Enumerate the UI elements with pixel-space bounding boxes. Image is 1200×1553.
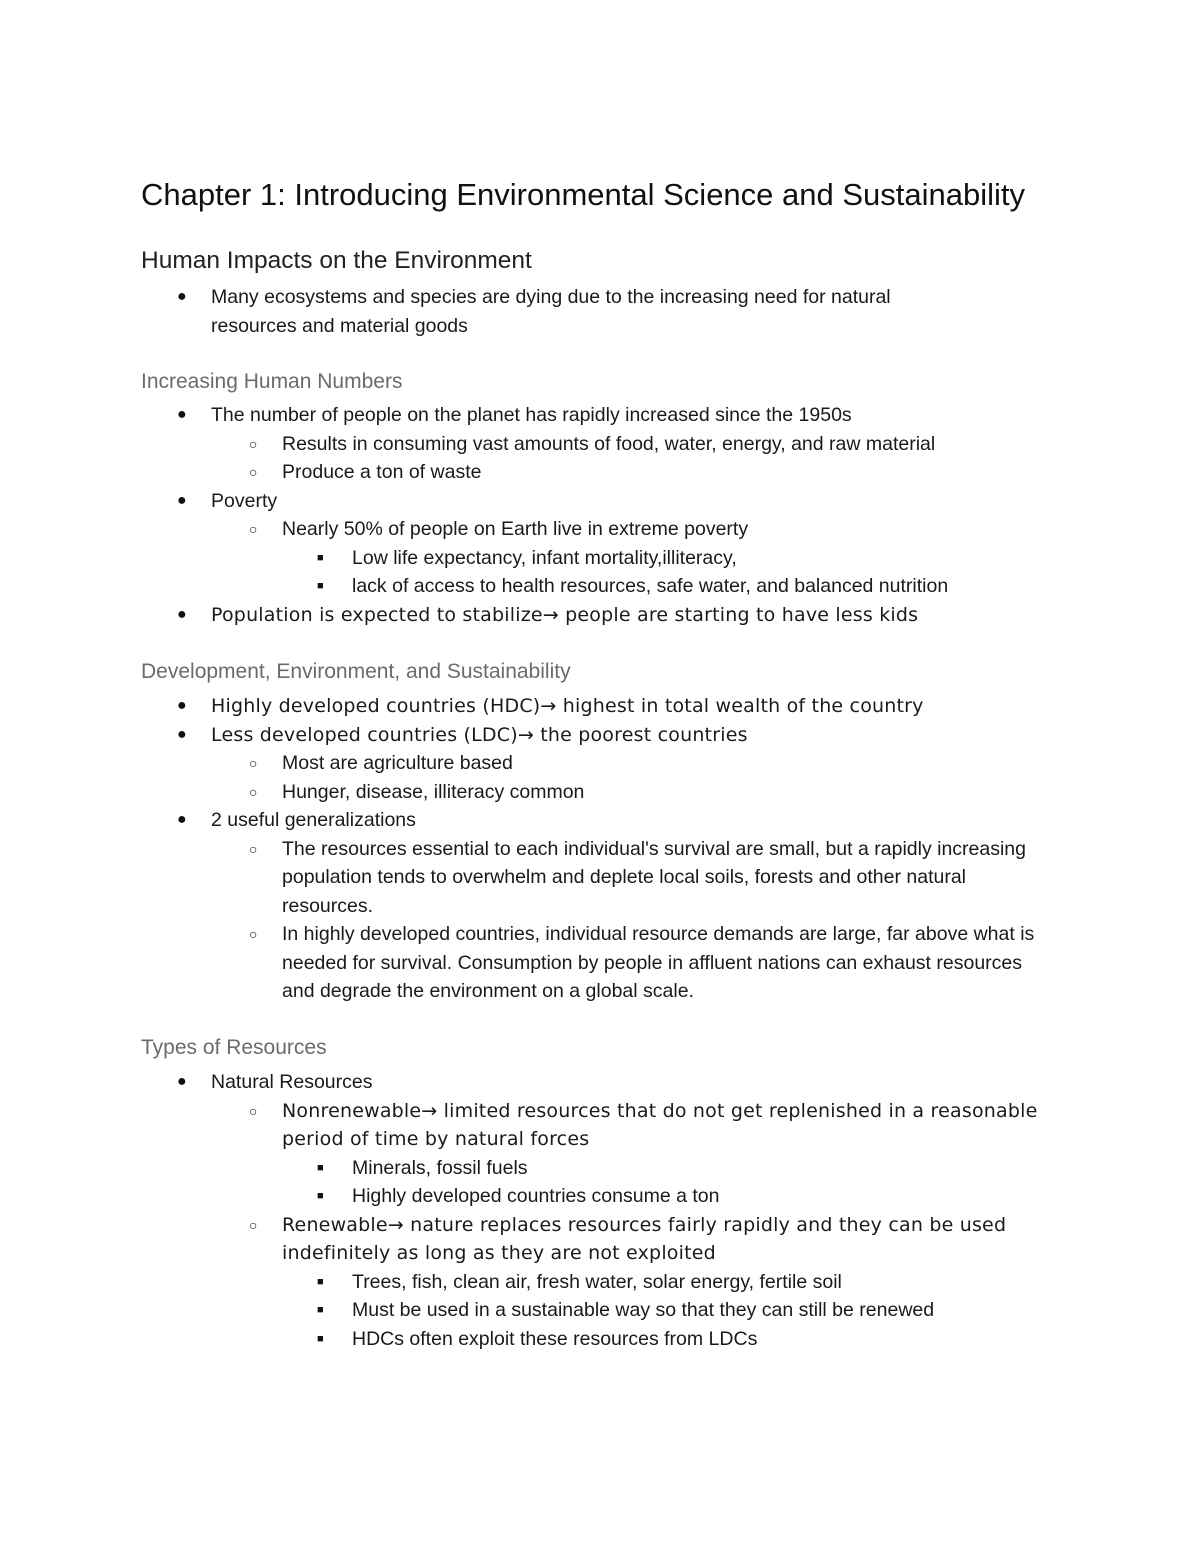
list-item-text: Produce a ton of waste (282, 461, 482, 483)
list-item-text: Minerals, fossil fuels (352, 1156, 528, 1179)
bullet-circle-icon: ○ (249, 464, 258, 480)
bullet-dot-icon: ● (177, 491, 187, 509)
list-item-text: Population is expected to stabilize→ people are starting to have less kids (211, 603, 919, 626)
bullet-circle-icon: ○ (249, 1216, 258, 1233)
list-item-text: Many ecosystems and species are dying due to the increasing need for natural resources and material goods (211, 286, 891, 337)
list-item (0, 401, 971, 430)
bullet-square-icon: ■ (317, 580, 324, 592)
list-item-text: lack of access to health resources, safe water, and balanced nutrition (352, 575, 949, 597)
list-item (0, 430, 1044, 459)
list-item (0, 835, 1044, 921)
bullet-square-icon: ■ (317, 1304, 324, 1316)
list-item (0, 806, 971, 835)
list-item (0, 692, 971, 721)
bullet-dot-icon: ● (177, 288, 187, 305)
list-item-text: Most are agriculture based (282, 752, 513, 774)
list-types-of-resources (0, 1068, 1200, 1353)
bullet-dot-icon: ● (177, 1073, 187, 1090)
list-item (0, 778, 1044, 807)
bullet-square-icon: ■ (317, 551, 324, 564)
bullet-square-icon: ■ (317, 1190, 324, 1202)
section-heading-increasing-human-numbers: Increasing Human Numbers (141, 370, 403, 393)
bullet-circle-icon: ○ (249, 840, 258, 857)
list-development (0, 692, 1200, 1006)
list-item (0, 572, 1042, 601)
bullet-dot-icon: ● (177, 406, 187, 423)
bullet-dot-icon: ● (177, 605, 187, 623)
list-item-text: Nonrenewable→ limited resources that do not get replenished in a reasonable period of time by natural forces (282, 1099, 1038, 1150)
list-item (0, 515, 1044, 544)
list-item (0, 920, 1044, 1006)
page-title: Chapter 1: Introducing Environmental Science and Sustainability (141, 177, 1026, 212)
list-item-text: HDCs often exploit these resources from LDCs (352, 1327, 758, 1350)
list-item-text: Natural Resources (211, 1071, 373, 1093)
list-item (0, 1154, 1042, 1183)
list-item (0, 283, 971, 340)
list-item (0, 749, 1044, 778)
bullet-circle-icon: ○ (249, 755, 258, 771)
list-item-text: Highly developed countries consume a ton (352, 1185, 720, 1207)
bullet-square-icon: ■ (317, 1275, 324, 1288)
list-item (0, 721, 971, 750)
list-item (0, 487, 971, 516)
list-item (0, 1325, 1042, 1354)
list-increasing-human-numbers (0, 401, 1200, 629)
list-item (0, 601, 971, 630)
bullet-circle-icon: ○ (249, 521, 258, 537)
list-item-text: Low life expectancy, infant mortality,illiteracy, (352, 546, 737, 569)
section-heading-development: Development, Environment, and Sustainability (141, 660, 571, 683)
list-item (0, 544, 1042, 573)
bullet-square-icon: ■ (317, 1161, 324, 1174)
list-item (0, 1097, 1044, 1154)
bullet-dot-icon: ● (177, 811, 187, 828)
bullet-circle-icon: ○ (249, 783, 258, 800)
list-item (0, 1068, 971, 1097)
list-item-text: 2 useful generalizations (211, 809, 416, 831)
bullet-circle-icon: ○ (249, 435, 258, 452)
list-item-text: Renewable→ nature replaces resources fairly rapidly and they can be used indefinitely as long as they are not exploited (282, 1213, 1007, 1264)
list-item-text: Highly developed countries (HDC)→ highest in total wealth of the country (211, 695, 924, 717)
list-item (0, 458, 1044, 487)
list-item-text: Less developed countries (LDC)→ the poorest countries (211, 723, 748, 746)
list-item-text: Nearly 50% of people on Earth live in extreme poverty (282, 518, 749, 540)
bullet-dot-icon: ● (177, 697, 187, 714)
list-item-text: Must be used in a sustainable way so that they can still be renewed (352, 1299, 935, 1321)
list-item-text: Hunger, disease, illiteracy common (282, 780, 585, 803)
list-item-text: Results in consuming vast amounts of food, water, energy, and raw material (282, 432, 936, 455)
list-item-text: Trees, fish, clean air, fresh water, solar energy, fertile soil (352, 1270, 842, 1293)
bullet-circle-icon: ○ (249, 926, 258, 942)
list-human-impacts (0, 283, 1200, 340)
list-item (0, 1211, 1044, 1268)
list-item-text: The resources essential to each individual's survival are small, but a rapidly increasing population tends to overwhelm and deplete local soils, forests and other natural resources. (282, 837, 1026, 917)
list-item-text: Poverty (211, 489, 278, 512)
list-item-text: The number of people on the planet has rapidly increased since the 1950s (211, 404, 852, 426)
list-item (0, 1296, 1042, 1325)
section-heading-human-impacts: Human Impacts on the Environment (141, 247, 532, 274)
list-item-text: In highly developed countries, individual resource demands are large, far above what is needed for survival. Consumption by people in affluent nations can exhaust resources and degrade the environment on a global scale. (282, 923, 1035, 1002)
bullet-circle-icon: ○ (249, 1102, 258, 1119)
list-item (0, 1182, 1042, 1211)
bullet-square-icon: ■ (317, 1332, 324, 1345)
list-item (0, 1268, 1042, 1297)
bullet-dot-icon: ● (177, 725, 187, 743)
section-heading-types-of-resources: Types of Resources (141, 1036, 327, 1059)
